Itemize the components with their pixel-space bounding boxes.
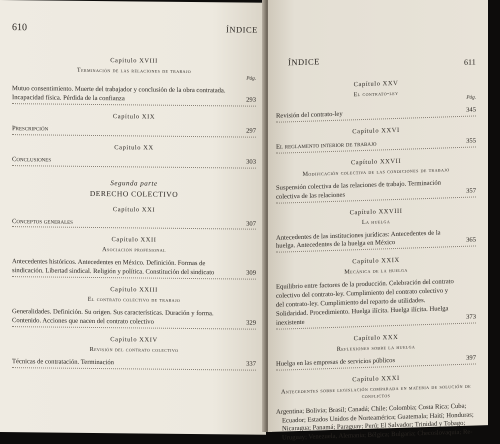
chapter-label: Capítulo XXII [111,236,157,245]
toc-entry [276,106,476,122]
toc-entry [12,358,256,370]
chapter-title: La huelga [361,217,391,226]
entry-page: 337 [246,360,256,368]
part-title: DERECHO COLECTIVO [89,188,179,199]
right-toc [276,69,476,444]
entry-page: 329 [246,319,256,327]
left-toc [12,48,256,370]
entry-page: 357 [466,187,476,195]
entry-text: Suspensión colectiva de las relaciones de trabajo. Terminación colectiva de las relaciones [276,179,441,201]
entry-page: 355 [466,137,476,145]
chapter-title: Antecedentes sobre legislación comparada en materia de solución de conflictos [281,382,471,400]
chapter-label: Capítulo XVIII [110,57,158,65]
chapter-title: Terminación de las relaciones de trabajo [76,66,192,76]
toc-entry [12,156,256,168]
toc-entry [276,178,476,203]
toc-entry [276,278,476,330]
chapter-label: Capítulo XXVIII [349,207,403,216]
entry-text: Generalidades. Definición. Su origen. Sus características. Duración y forma. Contenido. Acciones que nacen del contrato colectivo [12,308,214,326]
chapter-label: Capítulo XXV [353,79,399,89]
entry-text: Mutuo consentimiento. Muerte del trabajador y conclusión de la obra contratada. Incapacidad física. Pérdida de la confianza [12,85,226,103]
entry-text: Conceptos generales [12,217,73,226]
chapter-title: Modificación colectiva de las condiciones de trabajo [302,166,450,178]
chapter-label: Capítulo XXIX [352,257,400,266]
part-label: Segunda parte [110,178,158,188]
entry-text: Conclusiones [12,155,52,164]
chapter-label: Capítulo XXIV [110,336,158,344]
chapter-label: Capítulo XIX [112,112,156,121]
entry-text: Equilibrio entre factores de la producción. Celebración del contrato colectivo del contrato-ley. Cumplimiento del contrato colectivo y del contrato-ley. Cumplimiento del reparto de utilidades. Solidaridad. Procedimiento. Huelga ilícita. Huelga ilícita. Huelga inexistente [276,278,454,327]
pag-label: Pág. [466,94,476,101]
toc-entry [276,137,476,153]
entry-page: 303 [246,158,256,166]
entry-page: 309 [246,269,256,278]
chapter-label: Capítulo XX [114,143,154,152]
toc-entry [12,308,256,329]
right-page-header: ÍNDICE [288,56,320,68]
toc-entry [12,218,256,230]
entry-page: 297 [246,127,256,135]
entry-text: Prescripción [12,124,49,133]
pag-label: Pág. [246,75,256,82]
right-page-number: 611 [464,57,476,67]
toc-entry [276,354,476,370]
right-page [268,0,488,442]
toc-entry [276,228,476,253]
entry-text: Técnicas de contratación. Terminación [12,358,114,367]
toc-entry [12,259,256,280]
chapter-title: Asociación profesional [102,246,166,255]
entry-text: Revisión del contrato-ley [276,110,343,120]
chapter-title: El contrato-ley [353,89,399,99]
chapter-title: Revisión del contrato colectivo [89,345,179,354]
chapter-label: Capítulo XXVII [350,157,402,167]
entry-page: 293 [246,96,256,104]
entry-text: Huelga en las empresas de servicios públicos [276,356,396,368]
toc-entry [12,85,256,106]
left-page-number: 610 [12,22,27,34]
chapter-label: Capítulo XXVI [352,126,400,136]
entry-text: Antecedentes de las instituciones jurídicas: Antecedentes de la huelga. Antecedentes de la huelga en México [276,229,441,251]
entry-page: 397 [466,354,476,362]
entry-text: Antecedentes históricos. Antecedentes en México. Definición. Formas de sindicación. Libertad sindical. Religión y política. Constitución del sindicato [12,258,215,277]
entry-page: 345 [466,106,476,114]
entry-page: 307 [246,220,256,228]
chapter-title: Reflexiones sobre la huelga [336,343,416,353]
chapter-title: El contrato colectivo de trabajo [87,296,181,305]
entry-text: El reglamento interior de trabajo [276,140,377,151]
chapter-label: Capítulo XXI [112,205,156,214]
chapter-label: Capítulo XXIII [110,286,158,294]
chapter-title: Mecánica de la huelga [344,266,408,276]
entry-text: Argentina; Bolivia; Brasil; Canadá; Chile; Colombia; Costa Rica; Cuba; Ecuador; Estados Unidos de Norteamérica; Guatemala; Haití; Honduras; Nicaragua; Panamá; Paraguay; Perú; El Salvador; Trinidad y Tobago; Uruguay; Venezuela, Alemania; Bélgica; Bulgaria; Checoslovaquia; Re- [276,402,474,442]
entry-page: 365 [466,236,476,245]
left-page-header: ÍNDICE [226,24,258,35]
chapter-label: Capítulo XXX [353,333,399,343]
entry-page: 373 [466,313,476,321]
toc-entry [12,125,256,137]
chapter-label: Capítulo XXXI [352,374,400,384]
